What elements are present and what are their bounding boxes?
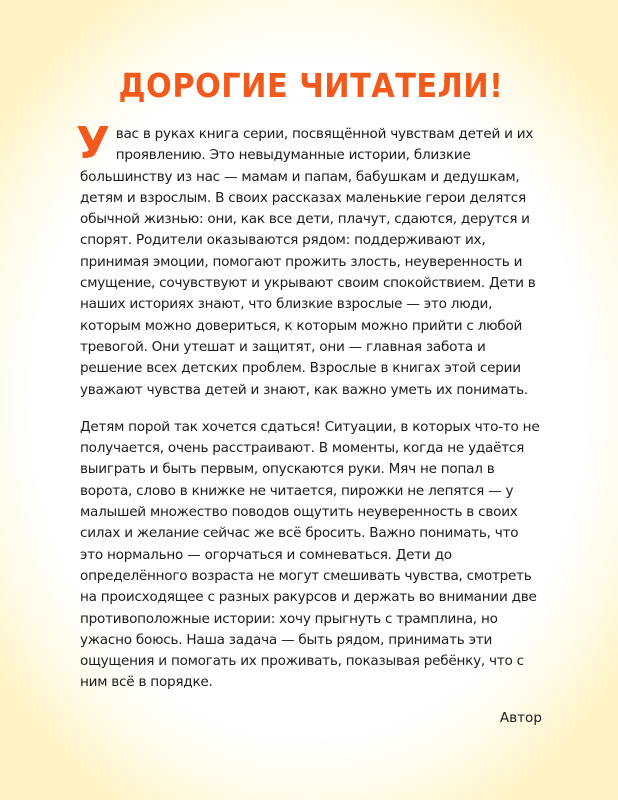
drop-cap: У	[76, 118, 110, 169]
paragraph-second: Детям порой так хочется сдаться! Ситуации, в которых что-то не получается, очень расстраивают. В моменты, когда не удаётся выиграть и быть первым, опускаются руки. Мяч не попал в ворота, слово в книжке не читается, пирожки не лепятся — у малышей множество поводов ощутить неуверенность в своих силах и желание сейчас же всё бросить. Важно понимать, что это нормально — огорчаться и сомневаться. Дети до определённого возраста не могут смешивать чувства, смотреть на происходящее с разных ракурсов и держать во внимании две противоположные истории: хочу прыгнуть с трамплина, но ужасно боюсь. Наша задача — быть рядом, принимать эти ощущения и помогать их проживать, показывая ребёнку, что с ним всё в порядке.	[80, 418, 540, 691]
preface	[76, 56, 542, 728]
page-title: ДОРОГИЕ ЧИТАТЕЛИ!	[118, 66, 504, 105]
paragraph-intro	[76, 118, 542, 401]
author-signature: Автор	[499, 709, 542, 726]
paragraph-intro-text: вас в руках книга серии, посвящённой чувствам детей и их проявлению. Это невыдуманные истории, близкие большинству из нас — мамам и папам, бабушкам и дедушкам, детям и взрослым. В своих рассказах маленькие герои делятся обычной жизнью: они, как все дети, плачут, сдаются, дерутся и спорят. Родители оказываются рядом: поддерживают их, принимая эмоции, помогают прожить злость, неуверенность и смущение, сочувствуют и укрывают своим спокойствием. Дети в наших историях знают, что близкие взрослые — это люди, которым можно довериться, к которым можно прийти с любой тревогой. Они утешат и защитят, они — главная забота и решение всех детских проблем. Взрослые в книгах этой серии уважают чувства детей и знают, как важно уметь их понимать.	[80, 126, 536, 398]
